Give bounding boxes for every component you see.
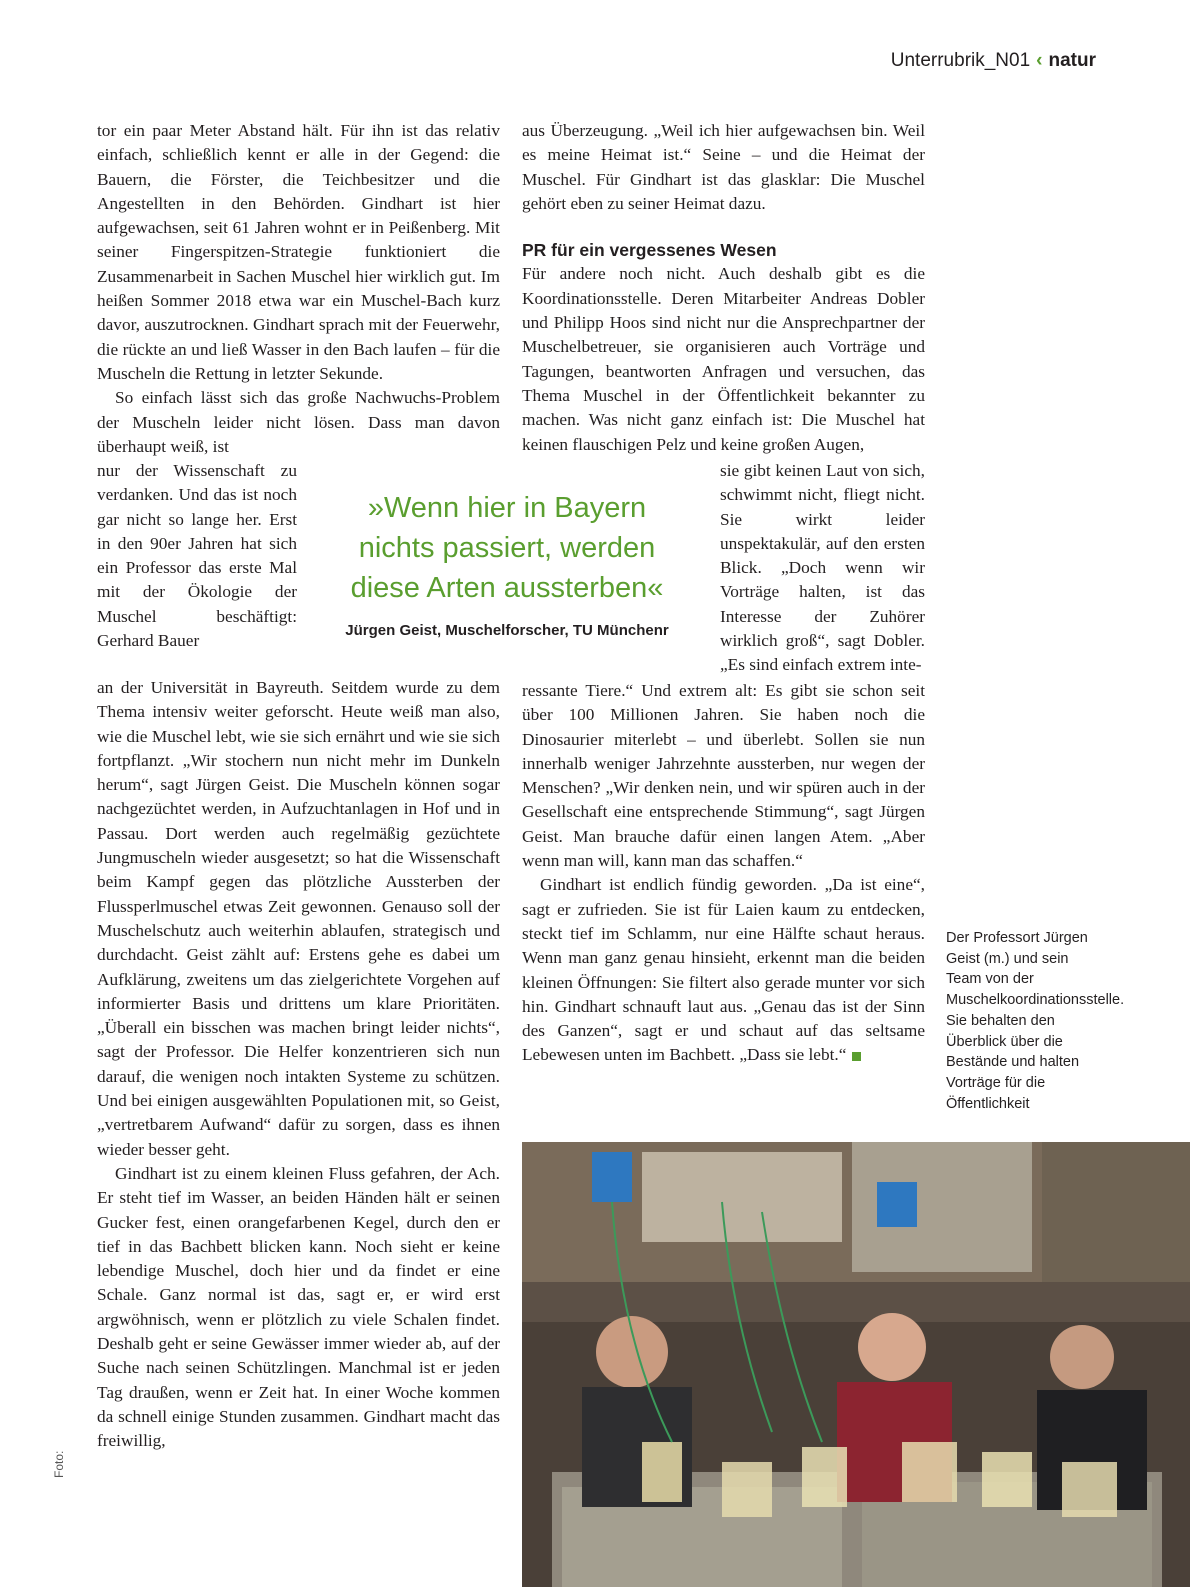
- pull-quote-source: Jürgen Geist, Muschelforscher, TU Münchenr: [345, 622, 669, 639]
- section-label: natur: [1048, 50, 1096, 71]
- pull-quote: »Wenn hier in Bayern nichts passiert, werden diese Arten aussterben«: [350, 492, 664, 604]
- photo-credit: Foto:: [52, 1450, 66, 1478]
- photo-caption: Der Professort Jürgen Geist (m.) und sein Team von der Muschelkoordinationsstelle. Sie behalten den Überblick über die Bestände und halten Vorträge für die Öffentlichkeit: [946, 930, 1125, 1112]
- column-right-wrapped: [720, 459, 925, 678]
- column-right-lower: [522, 679, 925, 1068]
- paragraph: ressante Tiere.“ Und extrem alt: Es gibt sie schon seit über 100 Millionen Jahren. Sie haben noch die Dinosaurier miterlebt – und überlebt. Sollen sie nun innerhalb weniger Jahrzehnte aussterben, nur wegen der Menschen? „Wir denken nein, und wir spüren auch in der Gesellschaft eine entsprechende Stimmung“, sagt Jürgen Geist. Man brauche dafür einen langen Atem. „Aber wenn man will, kann man das schaffen.“: [522, 681, 925, 871]
- end-mark-icon: [852, 1052, 861, 1061]
- subsection-label: Unterrubrik_N01: [890, 50, 1031, 71]
- paragraph: sie gibt keinen Laut von sich, schwimmt nicht, fliegt nicht. Sie wirkt leider unspektakulär, auf den ersten Blick. „Doch wenn wir Vorträge halten, ist das Interesse der Zuhörer wirklich groß“, sagt Dobler. „Es sind einfach extrem inte-: [720, 461, 925, 675]
- paragraph: Für andere noch nicht. Auch deshalb gibt es die Koordinationsstelle. Deren Mitarbeiter Andreas Dobler und Philipp Hoos sind nicht nur die Ansprechpartner der Muschelbetreuer, sie organisieren auch Vorträge und Tagungen, beantworten Anfragen und versuchen, das Thema Muschel in der Öffentlichkeit bekannter zu machen. Was nicht ganz einfach ist: Die Muschel hat keinen flauschigen Pelz und keine großen Augen,: [522, 264, 925, 454]
- column-left-lower: [97, 676, 500, 1454]
- chevron-left-icon: ‹: [1036, 50, 1043, 71]
- paragraph: an der Universität in Bayreuth. Seitdem wurde zu dem Thema intensiv weiter geforscht. Heute weiß man also, wie die Muschel lebt, wie sie sich ernährt und wie sie sich fortpflanzt. „Wir stochern nun nicht mehr im Dunkeln herum“, sagt Jürgen Geist. Die Muscheln können sogar nachgezüchtet werden, in Aufzuchtanlagen in Hof und in Passau. Dort werden auch regelmäßig gezüchtete Jungmuscheln wieder ausgesetzt; so hat die Wissenschaft beim Kampf gegen das plötzliche Aussterben der Flussperlmuschel etwas Zeit gewonnen. Genauso soll der Muschelschutz auch weiterhin ablaufen, strategisch und durchdacht. Geist zählt auf: Erstens gehe es dabei um Aufklärung, zweitens um das zielgerichtete Vorgehen auf informierter Basis und drittens um klare Prioritäten. „Überall ein bisschen was machen bringt leider nichts“, sagt der Professor. Die Helfer konzentrieren sich nun darauf, die wenigen noch intakten Systeme zu schützen. Und bei einigen ausgewählten Populationen mit, so Geist, „vertretbarem Aufwand“ dafür zu sorgen, dass es ihnen wieder besser geht.: [97, 678, 500, 1159]
- lab-photo: [522, 1142, 1190, 1587]
- running-header: [891, 50, 1096, 72]
- paragraph: So einfach lässt sich das große Nachwuchs-Problem der Muscheln leider nicht lösen. Dass man davon überhaupt weiß, ist: [97, 388, 500, 456]
- paragraph: tor ein paar Meter Abstand hält. Für ihn ist das relativ einfach, schließlich kennt er alle in der Gegend: die Bauern, die Förster, die Teichbesitzer und die Angestellten in den Behörden. Gindhart ist hier aufgewachsen, seit 61 Jahren wohnt er in Peißenberg. Mit seiner Fingerspitzen-Strategie funktioniert die Zusammenarbeit in Sachen Muschel hier wirklich gut. Im heißen Sommer 2018 etwa war ein Muschel-Bach kurz davor, auszutrocknen. Gindhart sprach mit der Feuerwehr, die rückte an und ließ Wasser in den Bach laufen – für die Muscheln die Rettung in letzter Sekunde.: [97, 121, 500, 383]
- column-left: [97, 119, 500, 459]
- column-left-wrapped: [97, 459, 297, 653]
- paragraph-last: Gindhart ist endlich fündig geworden. „Da ist eine“, sagt er zufrieden. Sie ist für Laien kaum zu entdecken, steckt tief im Schlamm, nur eine Hälfte schaut heraus. Wenn man ganz genau hinsieht, erkennt man die beiden kleinen Öffnungen: Sie filtert also gerade munter vor sich hin. Gindhart schnauft laut aus. „Genau das ist der Sinn des Ganzen“, sagt er und schaut auf das seltsame Lebewesen unten im Bachbett. „Dass sie lebt.“: [522, 875, 925, 1065]
- subheading: PR für ein vergessenes Wesen: [522, 240, 777, 261]
- paragraph: Gindhart ist zu einem kleinen Fluss gefahren, der Ach. Er steht tief im Wasser, an beiden Händen hält er seinen Gucker fest, einen orangefarbenen Kegel, durch den er tief in das Bachbett blicken kann. Noch sieht er keine lebendige Muschel, doch hier und da findet er eine Schale. Ganz normal ist das, sagt er, er wird erst argwöhnisch, wenn er plötzlich zu viele Schalen findet. Deshalb geht er seine Gewässer immer wieder ab, auf der Suche nach seinen Schützlingen. Manchmal ist er jeden Tag draußen, wenn er Zeit hat. In einer Woche kommen da schnell einige Stunden zusammen. Gindhart macht das freiwillig,: [97, 1163, 500, 1451]
- paragraph: nur der Wissenschaft zu verdanken. Und das ist noch gar nicht so lange her. Erst in den 90er Jahren hat sich ein Professor das erste Mal mit der Ökologie der Muschel beschäftigt: Gerhard Bauer: [97, 461, 297, 651]
- column-right: [522, 119, 925, 457]
- paragraph: aus Überzeugung. „Weil ich hier aufgewachsen bin. Weil es meine Heimat ist.“ Seine – und die Heimat der Muschel. Für Gindhart ist das glasklar: Die Muschel gehört eben zu seiner Heimat dazu.: [522, 121, 925, 213]
